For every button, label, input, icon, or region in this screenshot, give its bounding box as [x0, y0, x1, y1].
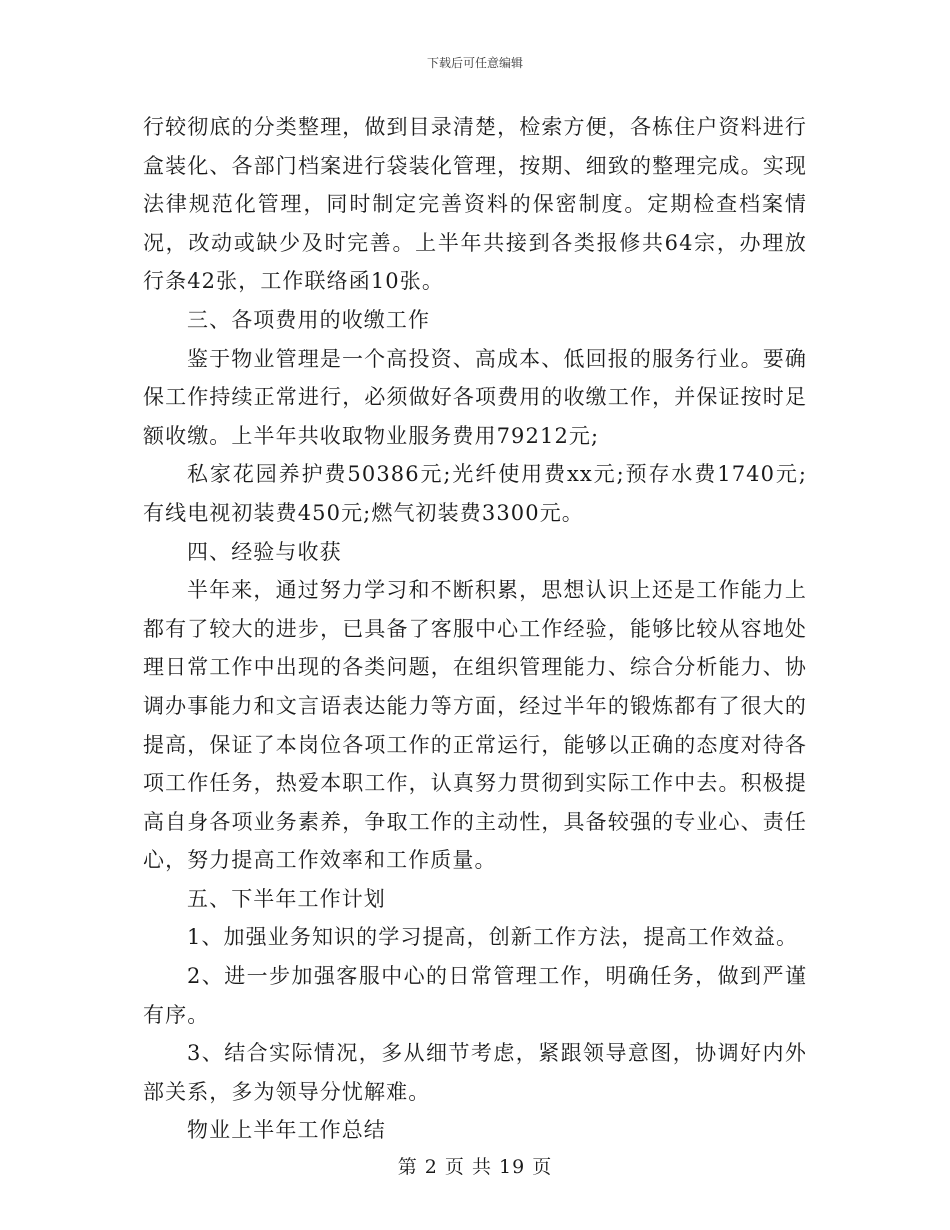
section-heading-experience: 四、经验与收获: [187, 539, 342, 564]
plan-item-3: 3、结合实际情况，多从细节考虑，紧跟领导意图，协调好内外部关系，多为领导分忧解难。: [143, 1041, 807, 1104]
document-title-next: 物业上半年工作总结: [187, 1118, 386, 1143]
paragraph-experience: 半年来，通过努力学习和不断积累，思想认识上还是工作能力上都有了较大的进步，已具备了客服中心工作经验，能够比较从容地处理日常工作中出现的各类问题，在组织管理能力、综合分析能力、协调办事能力和文言语表达能力等方面，经过半年的锻炼都有了很大的提高，保证了本岗位各项工作的正常运行，能够以正确的态度对待各项工作任务，热爱本职工作，认真努力贯彻到实际工作中去。积极提高自身各项业务素养，争取工作的主动性，具备较强的专业心、责任心，努力提高工作效率和工作质量。: [143, 578, 807, 873]
paragraph-archive-management: 行较彻底的分类整理，做到目录清楚，检索方便，各栋住户资料进行盒装化、各部门档案进行袋装化管理，按期、细致的整理完成。实现法律规范化管理，同时制定完善资料的保密制度。定期检查档案情况，改动或缺少及时完善。上半年共接到各类报修共64宗，办理放行条42张，工作联络函10张。: [143, 115, 807, 294]
page-number-label: 第 2 页 共 19 页: [397, 1156, 553, 1178]
page-number-footer: [0, 1152, 950, 1179]
paragraph-fee-breakdown: 私家花园养护费50386元;光纤使用费xx元;预存水费1740元;有线电视初装费450元;燃气初装费3300元。: [143, 462, 807, 525]
plan-item-2: 2、进一步加强客服中心的日常管理工作，明确任务，做到严谨有序。: [143, 964, 807, 1027]
page-header-note: 下载后可任意编辑: [426, 56, 523, 70]
section-heading-plan: 五、下半年工作计划: [187, 886, 386, 911]
paragraph-fee-collection: 鉴于物业管理是一个高投资、高成本、低回报的服务行业。要确保工作持续正常进行，必须做好各项费用的收缴工作，并保证按时足额收缴。上半年共收取物业服务费用79212元;: [143, 346, 807, 448]
section-heading-fee-collection: 三、各项费用的收缴工作: [187, 307, 431, 332]
plan-item-1: 1、加强业务知识的学习提高，创新工作方法，提高工作效益。: [187, 925, 799, 950]
document-body: [143, 108, 807, 1150]
